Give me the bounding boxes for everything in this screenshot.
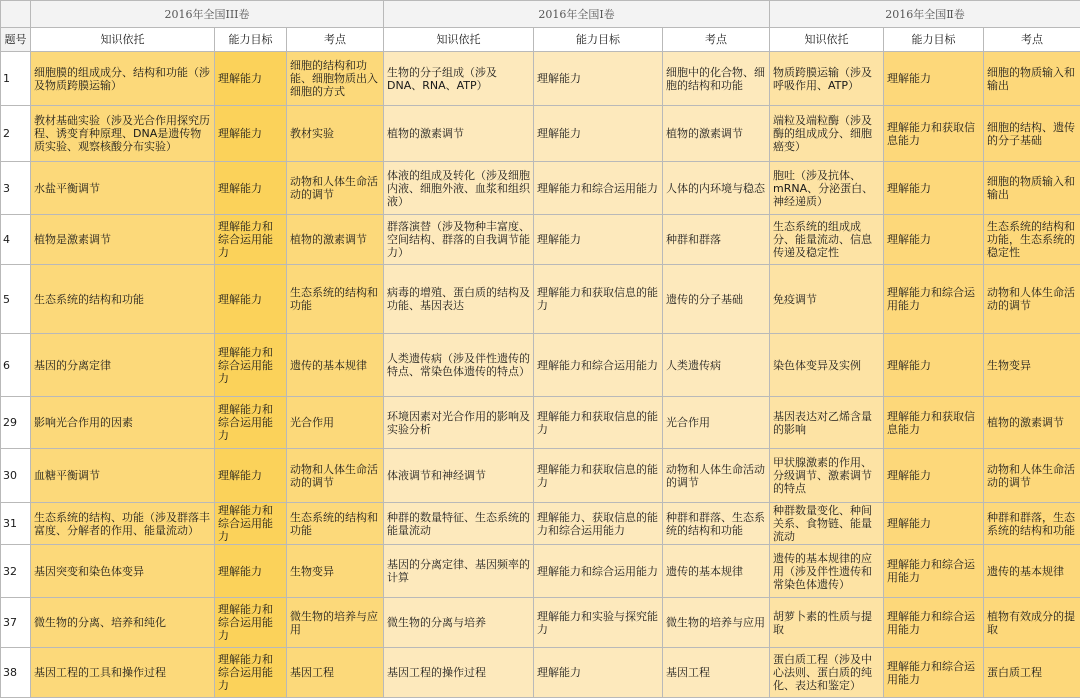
- topic-cell: 细胞的物质输入和输出: [984, 162, 1080, 215]
- knowledge-cell: 胡萝卜素的性质与提取: [770, 598, 884, 648]
- ability-cell: 理解能力: [884, 215, 984, 265]
- topic-cell: 动物和人体生命活动的调节: [287, 162, 384, 215]
- column-header-row: [1, 28, 1080, 52]
- knowledge-cell: 甲状腺激素的作用、分级调节、激素调节的特点: [770, 449, 884, 503]
- ability-cell: 理解能力: [884, 52, 984, 106]
- table-row: [1, 265, 1080, 334]
- topic-cell: 细胞的结构、遗传的分子基础: [984, 106, 1080, 162]
- ability-cell: 理解能力和综合运用能力: [534, 545, 663, 598]
- ability-cell: 理解能力和综合运用能力: [884, 265, 984, 334]
- ability-cell: 理解能力和综合运用能力: [215, 397, 287, 449]
- ability-cell: 理解能力: [534, 648, 663, 698]
- topic-cell: 基因工程: [663, 648, 770, 698]
- ability-cell: 理解能力和综合运用能力: [884, 648, 984, 698]
- topic-cell: 种群和群落: [663, 215, 770, 265]
- ability-cell: 理解能力: [215, 265, 287, 334]
- topic-cell: 细胞中的化合物、细胞的结构和功能: [663, 52, 770, 106]
- ability-cell: 理解能力: [215, 52, 287, 106]
- topic-cell: 植物的激素调节: [287, 215, 384, 265]
- knowledge-cell: 胞吐（涉及抗体、mRNA、分泌蛋白、神经递质）: [770, 162, 884, 215]
- knowledge-cell: 染色体变异及实例: [770, 334, 884, 397]
- question-number: 31: [1, 503, 31, 545]
- column-header-topic: 考点: [663, 28, 770, 52]
- ability-cell: 理解能力和综合运用能力: [884, 545, 984, 598]
- ability-cell: 理解能力、获取信息的能力和综合运用能力: [534, 503, 663, 545]
- ability-cell: 理解能力和综合运用能力: [534, 334, 663, 397]
- ability-cell: 理解能力: [884, 334, 984, 397]
- knowledge-cell: 基因表达对乙烯含量的影响: [770, 397, 884, 449]
- topic-cell: 基因工程: [287, 648, 384, 698]
- question-number: 4: [1, 215, 31, 265]
- knowledge-cell: 微生物的分离、培养和纯化: [31, 598, 215, 648]
- ability-cell: 理解能力和综合运用能力: [215, 334, 287, 397]
- group-header-paper3: 2016年全国III卷: [31, 1, 384, 28]
- ability-cell: 理解能力: [534, 106, 663, 162]
- topic-cell: 生态系统的结构和功能: [287, 265, 384, 334]
- ability-cell: 理解能力: [884, 449, 984, 503]
- ability-cell: 理解能力: [534, 215, 663, 265]
- topic-cell: 遗传的基本规律: [287, 334, 384, 397]
- table-row: [1, 397, 1080, 449]
- knowledge-cell: 教材基础实验（涉及光合作用探究历程、诱变育种原理、DNA是遗传物质实验、观察核酸分布实验）: [31, 106, 215, 162]
- topic-cell: 遗传的基本规律: [663, 545, 770, 598]
- knowledge-cell: 植物是激素调节: [31, 215, 215, 265]
- topic-cell: 动物和人体生命活动的调节: [663, 449, 770, 503]
- topic-cell: 光合作用: [663, 397, 770, 449]
- group-header-paper1: 2016年全国Ⅰ卷: [384, 1, 770, 28]
- ability-cell: 理解能力: [534, 52, 663, 106]
- column-header-topic: 考点: [287, 28, 384, 52]
- knowledge-cell: 微生物的分离与培养: [384, 598, 534, 648]
- knowledge-cell: 影响光合作用的因素: [31, 397, 215, 449]
- table-row: [1, 215, 1080, 265]
- topic-cell: 植物的激素调节: [984, 397, 1080, 449]
- column-header-knowledge: 知识依托: [770, 28, 884, 52]
- topic-cell: 植物有效成分的提取: [984, 598, 1080, 648]
- ability-cell: 理解能力和综合运用能力: [215, 598, 287, 648]
- ability-cell: 理解能力和综合运用能力: [534, 162, 663, 215]
- ability-cell: 理解能力: [215, 545, 287, 598]
- knowledge-cell: 基因工程的操作过程: [384, 648, 534, 698]
- knowledge-cell: 病毒的增殖、蛋白质的结构及功能、基因表达: [384, 265, 534, 334]
- knowledge-cell: 环境因素对光合作用的影响及实验分析: [384, 397, 534, 449]
- table-row: [1, 52, 1080, 106]
- knowledge-cell: 种群数量变化、种间关系、食物链、能量流动: [770, 503, 884, 545]
- knowledge-cell: 蛋白质工程（涉及中心法则、蛋白质的纯化、表达和鉴定）: [770, 648, 884, 698]
- ability-cell: 理解能力和获取信息能力: [884, 106, 984, 162]
- ability-cell: 理解能力: [884, 503, 984, 545]
- knowledge-cell: 生物的分子组成（涉及DNA、RNA、ATP）: [384, 52, 534, 106]
- topic-cell: 微生物的培养与应用: [663, 598, 770, 648]
- topic-cell: 生物变异: [287, 545, 384, 598]
- ability-cell: 理解能力和综合运用能力: [215, 503, 287, 545]
- topic-cell: 动物和人体生命活动的调节: [287, 449, 384, 503]
- column-header-ability: 能力目标: [534, 28, 663, 52]
- topic-cell: 动物和人体生命活动的调节: [984, 265, 1080, 334]
- topic-cell: 动物和人体生命活动的调节: [984, 449, 1080, 503]
- table-row: [1, 648, 1080, 698]
- table-row: [1, 334, 1080, 397]
- ability-cell: 理解能力: [215, 449, 287, 503]
- knowledge-cell: 基因的分离定律、基因频率的计算: [384, 545, 534, 598]
- question-number: 29: [1, 397, 31, 449]
- topic-cell: 微生物的培养与应用: [287, 598, 384, 648]
- knowledge-cell: 生态系统的结构和功能: [31, 265, 215, 334]
- ability-cell: 理解能力和获取信息的能力: [534, 397, 663, 449]
- knowledge-cell: 细胞膜的组成成分、结构和功能（涉及物质跨膜运输）: [31, 52, 215, 106]
- knowledge-cell: 生态系统的组成成分、能量流动、信息传递及稳定性: [770, 215, 884, 265]
- knowledge-cell: 基因突变和染色体变异: [31, 545, 215, 598]
- ability-cell: 理解能力和综合运用能力: [884, 598, 984, 648]
- knowledge-cell: 基因工程的工具和操作过程: [31, 648, 215, 698]
- ability-cell: 理解能力和获取信息的能力: [534, 449, 663, 503]
- topic-cell: 植物的激素调节: [663, 106, 770, 162]
- ability-cell: 理解能力: [215, 162, 287, 215]
- ability-cell: 理解能力和获取信息能力: [884, 397, 984, 449]
- column-header-topic: 考点: [984, 28, 1080, 52]
- topic-cell: 光合作用: [287, 397, 384, 449]
- knowledge-cell: 血糖平衡调节: [31, 449, 215, 503]
- knowledge-cell: 基因的分离定律: [31, 334, 215, 397]
- topic-cell: 种群和群落、生态系统的结构和功能: [663, 503, 770, 545]
- group-header-paper2: 2016年全国Ⅱ卷: [770, 1, 1080, 28]
- ability-cell: 理解能力和综合运用能力: [215, 648, 287, 698]
- group-header-blank: [1, 1, 31, 28]
- column-header-ability: 能力目标: [215, 28, 287, 52]
- topic-cell: 生物变异: [984, 334, 1080, 397]
- topic-cell: 细胞的物质输入和输出: [984, 52, 1080, 106]
- topic-cell: 种群和群落，生态系统的结构和功能: [984, 503, 1080, 545]
- knowledge-cell: 生态系统的结构、功能（涉及群落丰富度、分解者的作用、能量流动）: [31, 503, 215, 545]
- topic-cell: 教材实验: [287, 106, 384, 162]
- knowledge-cell: 水盐平衡调节: [31, 162, 215, 215]
- knowledge-cell: 群落演替（涉及物种丰富度、空间结构、群落的自我调节能力）: [384, 215, 534, 265]
- knowledge-cell: 物质跨膜运输（涉及呼吸作用、ATP）: [770, 52, 884, 106]
- topic-cell: 人类遗传病: [663, 334, 770, 397]
- table-row: [1, 503, 1080, 545]
- table-row: [1, 449, 1080, 503]
- ability-cell: 理解能力和综合运用能力: [215, 215, 287, 265]
- knowledge-cell: 体液的组成及转化（涉及细胞内液、细胞外液、血浆和组织液）: [384, 162, 534, 215]
- knowledge-cell: 人类遗传病（涉及伴性遗传的特点、常染色体遗传的特点）: [384, 334, 534, 397]
- table-body: [1, 52, 1080, 698]
- ability-cell: 理解能力和获取信息的能力: [534, 265, 663, 334]
- table-row: [1, 545, 1080, 598]
- column-header-knowledge: 知识依托: [384, 28, 534, 52]
- ability-cell: 理解能力和实验与探究能力: [534, 598, 663, 648]
- table-row: [1, 598, 1080, 648]
- question-number: 32: [1, 545, 31, 598]
- topic-cell: 蛋白质工程: [984, 648, 1080, 698]
- topic-cell: 细胞的结构和功能、细胞物质出入细胞的方式: [287, 52, 384, 106]
- question-number: 30: [1, 449, 31, 503]
- knowledge-cell: 遗传的基本规律的应用（涉及伴性遗传和常染色体遗传）: [770, 545, 884, 598]
- topic-cell: 生态系统的结构和功能: [287, 503, 384, 545]
- question-number: 3: [1, 162, 31, 215]
- column-header-question-number: 题号: [1, 28, 31, 52]
- topic-cell: 遗传的基本规律: [984, 545, 1080, 598]
- topic-cell: 生态系统的结构和功能，生态系统的稳定性: [984, 215, 1080, 265]
- topic-cell: 人体的内环境与稳态: [663, 162, 770, 215]
- column-header-knowledge: 知识依托: [31, 28, 215, 52]
- question-number: 37: [1, 598, 31, 648]
- question-number: 5: [1, 265, 31, 334]
- group-header-row: [1, 1, 1080, 28]
- ability-cell: 理解能力: [215, 106, 287, 162]
- knowledge-cell: 种群的数量特征、生态系统的能量流动: [384, 503, 534, 545]
- question-number: 6: [1, 334, 31, 397]
- topic-cell: 遗传的分子基础: [663, 265, 770, 334]
- knowledge-cell: 免疫调节: [770, 265, 884, 334]
- table-row: [1, 162, 1080, 215]
- knowledge-cell: 植物的激素调节: [384, 106, 534, 162]
- knowledge-cell: 体液调节和神经调节: [384, 449, 534, 503]
- column-header-ability: 能力目标: [884, 28, 984, 52]
- knowledge-cell: 端粒及端粒酶（涉及酶的组成成分、细胞癌变）: [770, 106, 884, 162]
- table-row: [1, 106, 1080, 162]
- question-number: 1: [1, 52, 31, 106]
- question-number: 38: [1, 648, 31, 698]
- question-number: 2: [1, 106, 31, 162]
- ability-cell: 理解能力: [884, 162, 984, 215]
